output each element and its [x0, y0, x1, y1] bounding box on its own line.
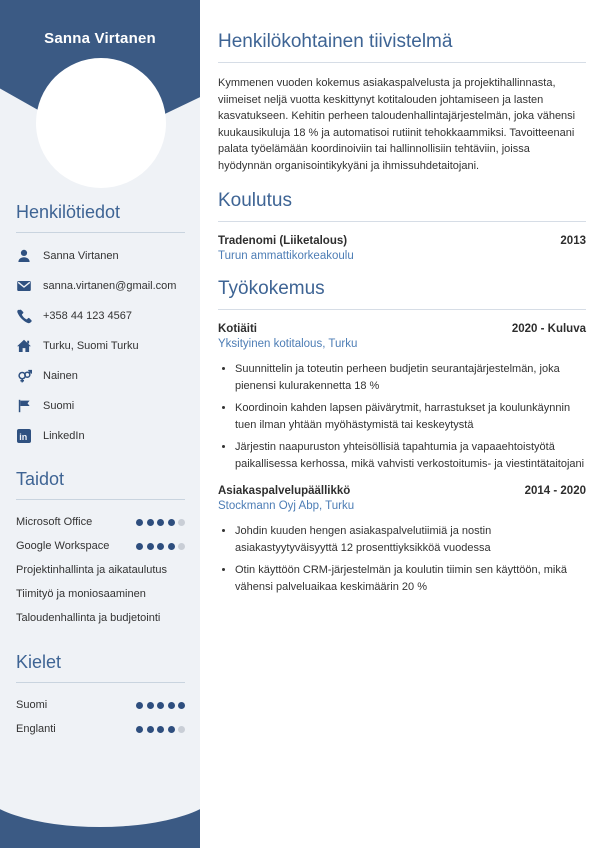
experience-bullet: • Johdin kuuden hengen asiakaspalvelutiimiä ja nostin asiakastyytyväisyyttä 12 prosenttiyksikköä vuodessa: [235, 523, 586, 556]
linkedin-icon: [16, 428, 32, 444]
experience-role: Asiakaspalvelupäällikkö: [218, 485, 351, 497]
languages-list: [16, 693, 185, 741]
skill-label: Projektinhallinta ja aikataulutus: [16, 564, 168, 576]
language-label: Suomi: [16, 699, 48, 711]
skill-row: [16, 534, 185, 558]
contact-row-location: [16, 331, 185, 361]
experience-entry: [218, 323, 586, 472]
flag-icon: [16, 398, 32, 414]
education-heading: Koulutus: [218, 190, 586, 222]
language-rating: [136, 726, 185, 733]
summary-text: Kymmenen vuoden kokemus asiakaspalvelusta ja projektihallinnasta, viimeiset neljä vuotta keskittynyt kotitalouden johtamiseen ja lasten kasvatukseen. Kehitin perheen taloudenhallintajärjestelmän, joka vähensi kuukausikuluja 18 % ja automatisoi rutiinit tehokkaammiksi. Tavoitteenani palata työelämään koordinoiviin tai hallinnollisiin tehtäviin, joissa hyödynnän organisointikykyäni ja ihmissuhdetaitojani.: [218, 77, 576, 172]
contact-location-value: Turku, Suomi Turku: [43, 340, 139, 352]
skill-label: Taloudenhallinta ja budjetointi: [16, 612, 161, 624]
experience-bullet: • Koordinoin kahden lapsen päivärytmit, harrastukset ja koulunkäynnin tuen ilman yhtään myöhästymistä tai keskeytystä: [235, 400, 586, 433]
experience-heading: Työkokemus: [218, 278, 586, 310]
contact-gender-value: Nainen: [43, 370, 78, 382]
contact-name-value: Sanna Virtanen: [43, 250, 119, 262]
education-period: 2013: [560, 235, 586, 247]
education-institution[interactable]: Turun ammattikorkeakoulu: [218, 250, 354, 262]
experience-organization[interactable]: Yksityinen kotitalous, Turku: [218, 338, 358, 350]
language-label: Englanti: [16, 723, 56, 735]
skill-row: [16, 606, 185, 630]
experience-organization[interactable]: Stockmann Oyj Abp, Turku: [218, 500, 355, 512]
skill-rating: [136, 543, 185, 550]
contact-email-value: sanna.virtanen@gmail.com: [43, 280, 177, 292]
experience-bullet: • Järjestin naapuruston yhteisöllisiä tapahtumia ja vapaaehtoistyötä paikallisessa kerhossa, mikä vahvisti verkostoitumis- ja viestintätaitojani: [235, 439, 586, 472]
experience-entry-head: [218, 485, 586, 497]
experience-bullet: • Suunnittelin ja toteutin perheen budjetin seurantajärjestelmän, joka pienensi kulurakennetta 18 %: [235, 361, 586, 394]
skill-label: Microsoft Office: [16, 516, 93, 528]
contact-row-name: [16, 241, 185, 271]
experience-bullet: • Otin käyttöön CRM-järjestelmän ja koulutin tiimin sen käyttöön, mikä vähensi palveluaikaa keskimäärin 20 %: [235, 562, 586, 595]
education-degree: Tradenomi (Liiketalous): [218, 235, 348, 247]
sidebar-footer-curve: [0, 747, 200, 827]
experience-period: 2020 - Kuluva: [511, 323, 586, 335]
education-entry-head: [218, 235, 586, 247]
contact-phone-value: +358 44 123 4567: [43, 310, 133, 322]
skill-row: [16, 582, 185, 606]
user-icon: [16, 248, 32, 264]
skill-row: [16, 558, 185, 582]
main-content: [218, 0, 586, 601]
candidate-name: Sanna Virtanen: [44, 30, 156, 47]
experience-role: Kotiäiti: [218, 323, 257, 335]
language-row: [16, 717, 185, 741]
contact-linkedin-value: LinkedIn: [43, 430, 85, 442]
skill-rating: [136, 519, 185, 526]
contact-row-gender: [16, 361, 185, 391]
contact-row-email[interactable]: [16, 271, 185, 301]
languages-heading: Kielet: [16, 652, 185, 683]
gender-icon: [16, 368, 32, 384]
contact-list: [16, 241, 185, 451]
sidebar: [0, 0, 200, 848]
contact-nationality-value: Suomi: [43, 400, 75, 412]
home-icon: [16, 338, 32, 354]
experience-period: 2014 - 2020: [524, 485, 586, 497]
svg-text:in: in: [19, 432, 28, 442]
contact-row-nationality: [16, 391, 185, 421]
skill-row: [16, 510, 185, 534]
language-row: [16, 693, 185, 717]
education-entry: [218, 235, 586, 262]
phone-icon: [16, 308, 32, 324]
experience-bullets: [218, 361, 586, 472]
skills-list: [16, 510, 185, 630]
language-rating: [136, 702, 185, 709]
experience-bullets: [218, 523, 586, 595]
sidebar-content: [16, 202, 185, 741]
mail-icon: [16, 278, 32, 294]
skills-heading: Taidot: [16, 469, 185, 500]
contact-row-linkedin[interactable]: [16, 421, 185, 451]
summary-heading: Henkilökohtainen tiivistelmä: [218, 31, 586, 63]
personal-details-heading: Henkilötiedot: [16, 202, 185, 233]
skill-label: Tiimityö ja moniosaaminen: [16, 588, 146, 600]
skill-label: Google Workspace: [16, 540, 110, 552]
contact-row-phone[interactable]: [16, 301, 185, 331]
profile-photo-placeholder: [36, 58, 166, 188]
experience-entry-head: [218, 323, 586, 335]
experience-entry: [218, 485, 586, 595]
